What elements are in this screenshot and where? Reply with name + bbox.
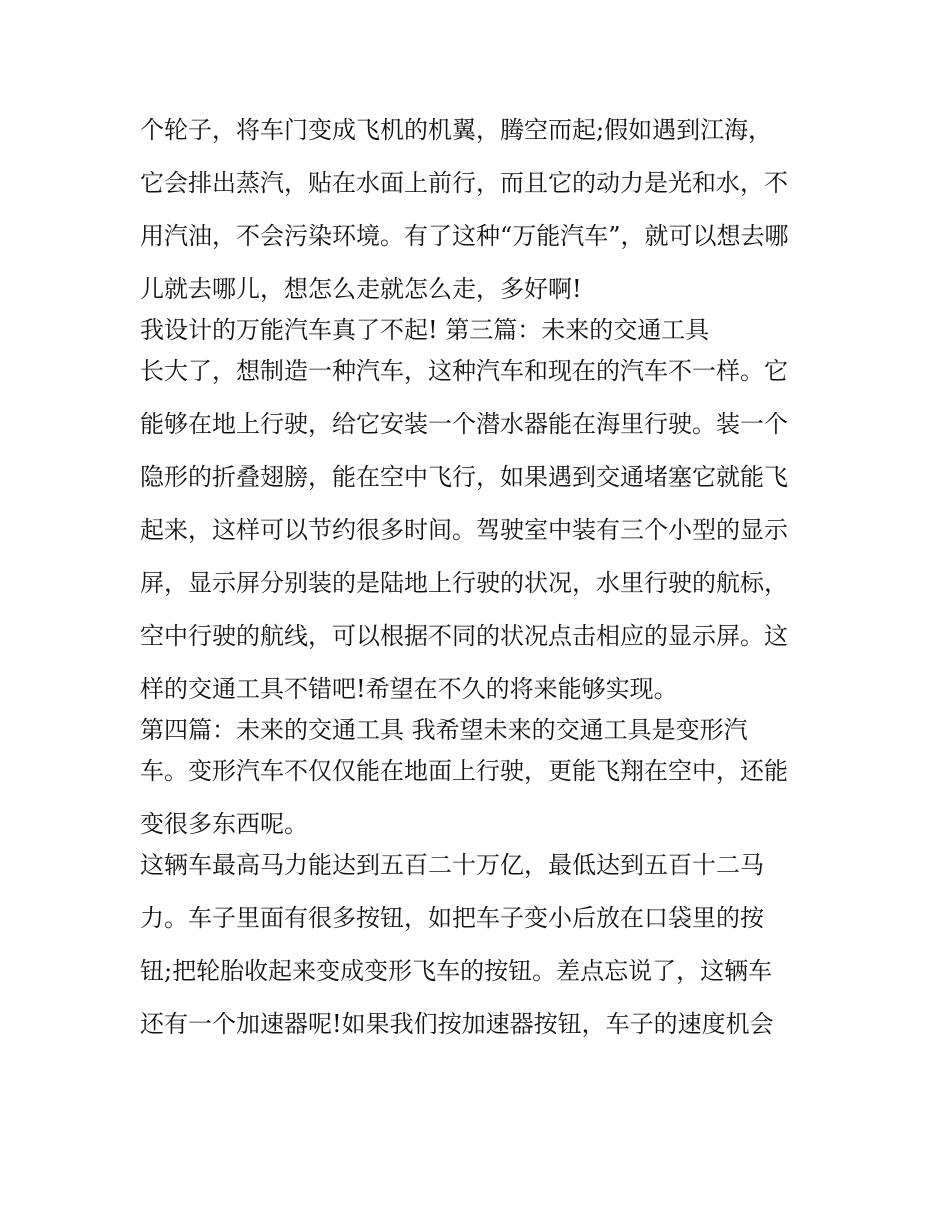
text-line-12: 样的交通工具不错吧!希望在不久的将来能够实现。 [140,675,678,703]
text-line-4: 儿就去哪儿，想怎么走就怎么走，多好啊! [140,275,582,303]
text-line-15: 变很多东西呢。 [140,810,308,838]
text-line-17: 力。车子里面有很多按钮，如把车子变小后放在口袋里的按 [140,904,764,932]
text-line-6: 长大了，想制造一种汽车，这种汽车和现在的汽车不一样。它 [140,357,788,385]
text-line-8: 隐形的折叠翅膀，能在空中飞行，如果遇到交通堵塞它就能飞 [140,463,788,491]
text-line-9: 起来，这样可以节约很多时间。驾驶室中装有三个小型的显示 [140,516,788,544]
text-line-11: 空中行驶的航线，可以根据不同的状况点击相应的显示屏。这 [140,622,788,650]
document-page [140,110,820,1044]
text-line-1: 个轮子，将车门变成飞机的机翼，腾空而起;假如遇到江海， [140,116,773,144]
text-line-10: 屏，显示屏分别装的是陆地上行驶的状况，水里行驶的航标， [140,569,788,597]
text-line-18: 钮;把轮胎收起来变成变形飞车的按钮。差点忘说了，这辆车 [140,957,773,985]
text-line-19: 还有一个加速器呢!如果我们按加速器按钮，车子的速度机会 [140,1010,774,1038]
text-line-13: 第四篇：未来的交通工具 我希望未来的交通工具是变形汽 [140,716,748,744]
text-line-2: 它会排出蒸汽，贴在水面上前行，而且它的动力是光和水，不 [140,169,788,197]
text-line-14: 车。变形汽车不仅仅能在地面上行驶，更能飞翔在空中，还能 [140,757,788,785]
text-line-7: 能够在地上行驶，给它安装一个潜水器能在海里行驶。装一个 [140,410,788,438]
text-line-3: 用汽油，不会污染环境。有了这种“万能汽车”，就可以想去哪 [140,222,789,250]
text-line-5: 我设计的万能汽车真了不起! 第三篇：未来的交通工具 [140,316,710,344]
text-line-16: 这辆车最高马力能达到五百二十万亿，最低达到五百十二马 [140,851,764,879]
